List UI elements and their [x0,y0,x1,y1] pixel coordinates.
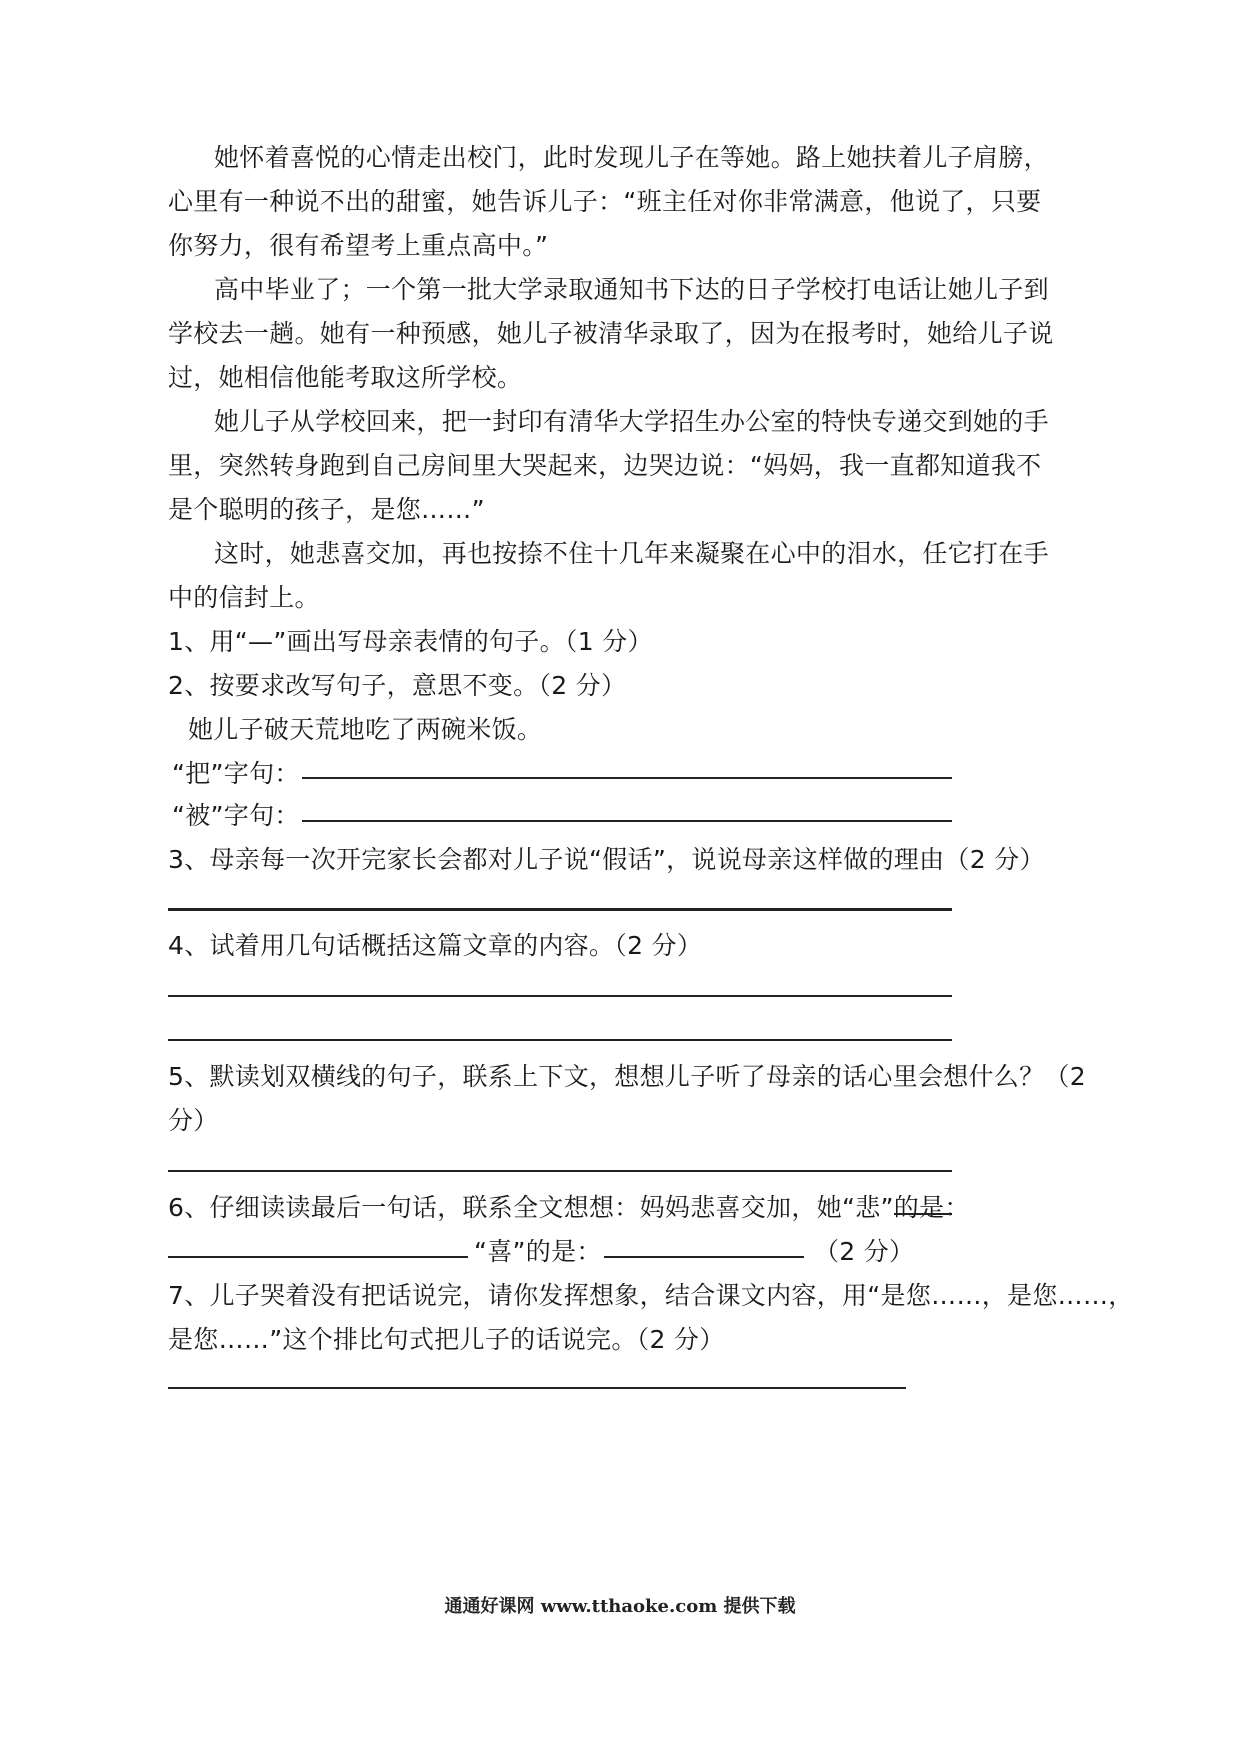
answer-line-q4-1[interactable] [168,995,952,997]
answer-line-bei[interactable] [302,820,952,822]
answer-line-q3[interactable] [168,908,952,911]
question-6-xi-label: “喜”的是： [474,1237,602,1266]
question-2: 2、按要求改写句子，意思不变。（2 分） [168,671,627,700]
passage-p2-line2: 学校去一趟。她有一种预感，她儿子被清华录取了，因为在报考时，她给儿子说 [168,319,1054,348]
passage-p1-line3: 你努力，很有希望考上重点高中。” [168,231,549,260]
answer-line-q4-2[interactable] [168,1039,952,1041]
footer-source: 通通好课网 www.tthaoke.com 提供下载 [444,1596,796,1617]
passage-p4-line1: 这时，她悲喜交加，再也按捺不住十几年来凝聚在心中的泪水，任它打在手 [214,539,1049,568]
question-2-sentence: 她儿子破天荒地吃了两碗米饭。 [188,715,543,744]
answer-line-bei-reason-b[interactable] [168,1256,468,1258]
passage-p2-line1: 高中毕业了；一个第一批大学录取通知书下达的日子学校打电话让她儿子到 [214,275,1049,304]
question-2-ba-label: “把”字句： [172,759,300,788]
passage-p2-line3: 过，她相信他能考取这所学校。 [168,363,523,392]
question-7-line1: 7、儿子哭着没有把话说完，请你发挥想象，结合课文内容，用“是您……，是您……， [168,1281,1134,1310]
passage-p4-line2: 中的信封上。 [168,583,320,612]
answer-line-xi-reason[interactable] [604,1256,804,1258]
answer-line-bei-reason-a[interactable] [894,1213,952,1215]
question-2-bei-label: “被”字句： [172,801,300,830]
passage-p3-line1: 她儿子从学校回来，把一封印有清华大学招生办公室的特快专递交到她的手 [214,407,1049,436]
question-6-line1: 6、仔细读读最后一句话，联系全文想想：妈妈悲喜交加，她“悲”的是： [168,1193,970,1222]
question-5-line1: 5、默读划双横线的句子，联系上下文，想想儿子听了母亲的话心里会想什么？（2 [168,1062,1086,1091]
answer-line-ba[interactable] [302,777,952,779]
question-6-score: （2 分） [814,1237,915,1266]
passage-p1-line1: 她怀着喜悦的心情走出校门，此时发现儿子在等她。路上她扶着儿子肩膀， [214,143,1049,172]
answer-line-q5[interactable] [168,1170,952,1172]
passage-p3-line2: 里，突然转身跑到自己房间里大哭起来，边哭边说：“妈妈，我一直都知道我不 [168,451,1042,480]
question-4: 4、试着用几句话概括这篇文章的内容。（2 分） [168,931,703,960]
passage-p1-line2: 心里有一种说不出的甜蜜，她告诉儿子：“班主任对你非常满意，他说了，只要 [168,187,1042,216]
question-7-line2: 是您……”这个排比句式把儿子的话说完。（2 分） [168,1325,725,1354]
answer-line-q7[interactable] [168,1387,906,1389]
question-5-line2: 分） [168,1106,219,1135]
passage-p3-line3: 是个聪明的孩子，是您……” [168,495,485,524]
question-3: 3、母亲每一次开完家长会都对儿子说“假话”，说说母亲这样做的理由（2 分） [168,845,1045,874]
question-1: 1、用“—”画出写母亲表情的句子。（1 分） [168,627,653,656]
